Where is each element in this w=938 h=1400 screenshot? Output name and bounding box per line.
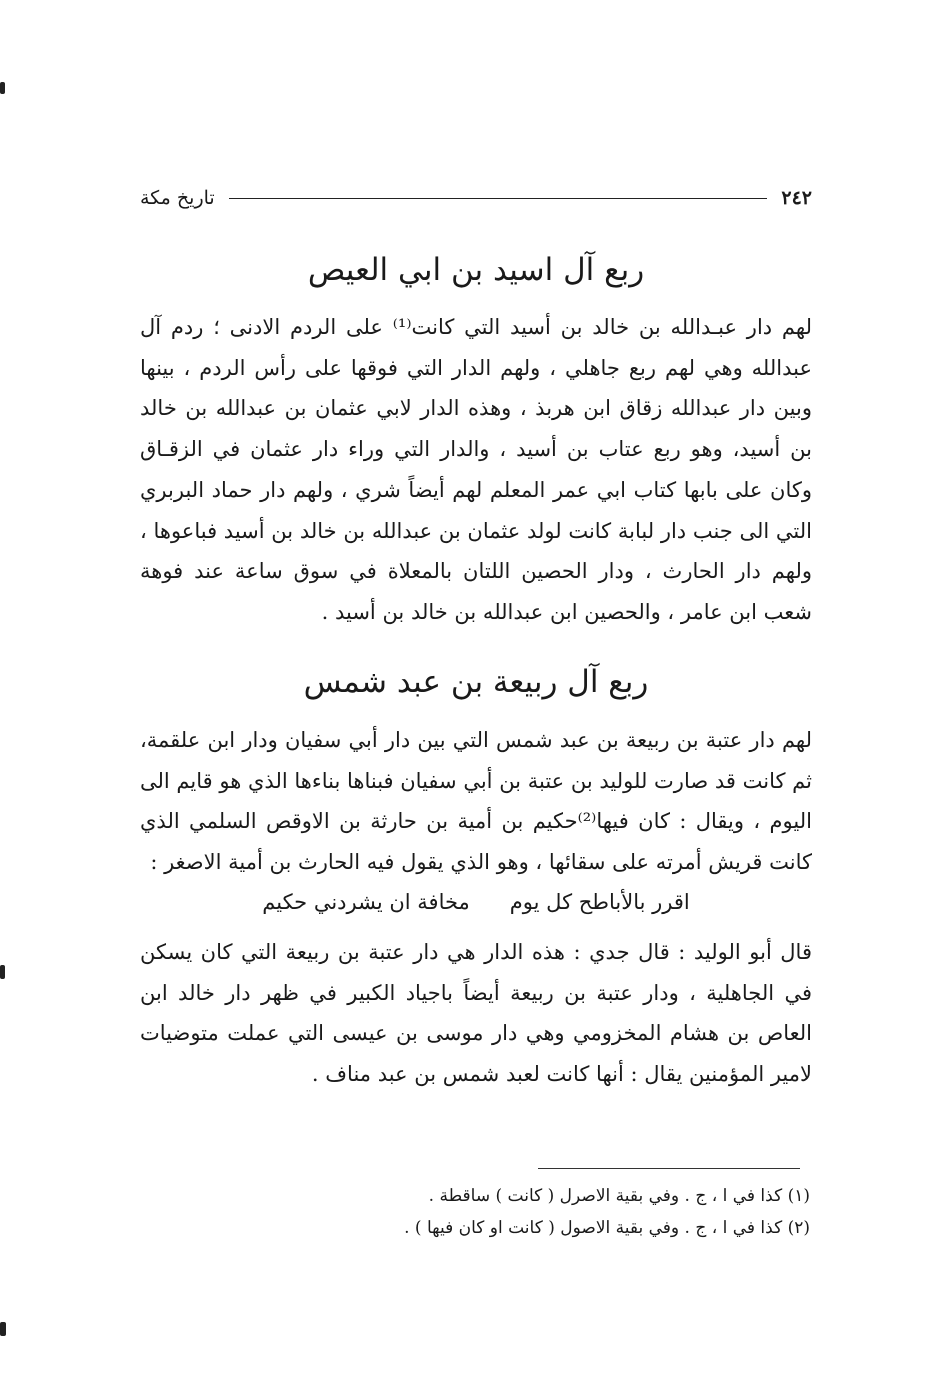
section-title: ربع آل ربيعة بن عبد شمس	[303, 664, 649, 700]
footnote: (١) كذا في ا ، ج . وفي بقية الاصرل ( كانت ) ساقطة .	[428, 1186, 810, 1206]
section-paragraph: لهم دار عبـدالله بن خالد بن أسيد التي كانت⁽¹⁾ على الردم الادنى ؛ ردم آل عبدالله وهي لهم ربع جاهلي ، ولهم الدار التي فوقها على رأس الردم ، بينها وبين دار عبدالله زقاق ابن هربذ ، وهذه الدار لابي عثمان بن عبدالله بن خالد بن أسيد، وهو ربع عتاب بن أسيد ، والدار التي وراء دار عثمان في الزقـاق وكان على بابها كتاب ابي عمر المعلم لهم أيضاً شري ، ولهم دار حماد البربري التي الى جنب دار لبابة كانت لولد عثمان بن عبدالله بن خالد بن أسيد فباعوها ، ولهم دار الحارث ، ودار الحصين اللتان بالمعلاة في سوق ساعة عند فوهة شعب ابن عامر ، والحصين ابن عبدالله بن خالد بن أسيد .	[140, 315, 812, 624]
margin-ink-mark	[0, 965, 5, 979]
footnotes	[340, 1180, 810, 1244]
section-paragraph: قال أبو الوليد : قال جدي : هذه الدار هي دار عتبة بن ربيعة التي كان يسكن في الجاهلية ، ودار عتبة بن ربيعة أيضاً باجياد الكبير في ظهر دار خالد ابن العاص بن هشام المخزومي وهي دار موسى بن عيسى التي عملت متوضيات لامير المؤمنين يقال : أنها كانت لعبد شمس بن عبد مناف .	[140, 940, 812, 1087]
section-paragraph: لهم دار عتبة بن ربيعة بن عبد شمس التي بين دار أبي سفيان ودار ابن علقمة، ثم كانت قد صارت للوليد بن عتبة بن أبي سفيان فبناها بناءها الذي هو قايم الى اليوم ، ويقال : كان فيها⁽²⁾حكيم بن أمية بن حارثة بن الاوقص السلمي الذي كانت قريش أمرته على سقائها ، وهو الذي يقول فيه الحارث بن أمية الاصغر :	[140, 728, 812, 875]
header-rule	[229, 198, 768, 199]
verse-hemistich: مخافة ان يشردني حكيم	[262, 890, 470, 914]
poetry-verse	[140, 884, 812, 920]
section-title: ربع آل اسيد بن ابي العيص	[307, 252, 645, 288]
page-header	[140, 180, 812, 216]
margin-ink-mark	[0, 82, 5, 94]
margin-ink-mark	[0, 1322, 6, 1336]
running-title: تاريخ مكة	[140, 187, 215, 209]
footnote: (٢) كذا في ا ، ج . وفي بقية الاصول ( كانت او كان فيها ) .	[404, 1218, 810, 1238]
page-number: ٢٤٢	[781, 187, 812, 209]
verse-hemistich: اقرر بالأباطح كل يوم	[509, 890, 690, 914]
footnote-divider	[538, 1168, 800, 1169]
